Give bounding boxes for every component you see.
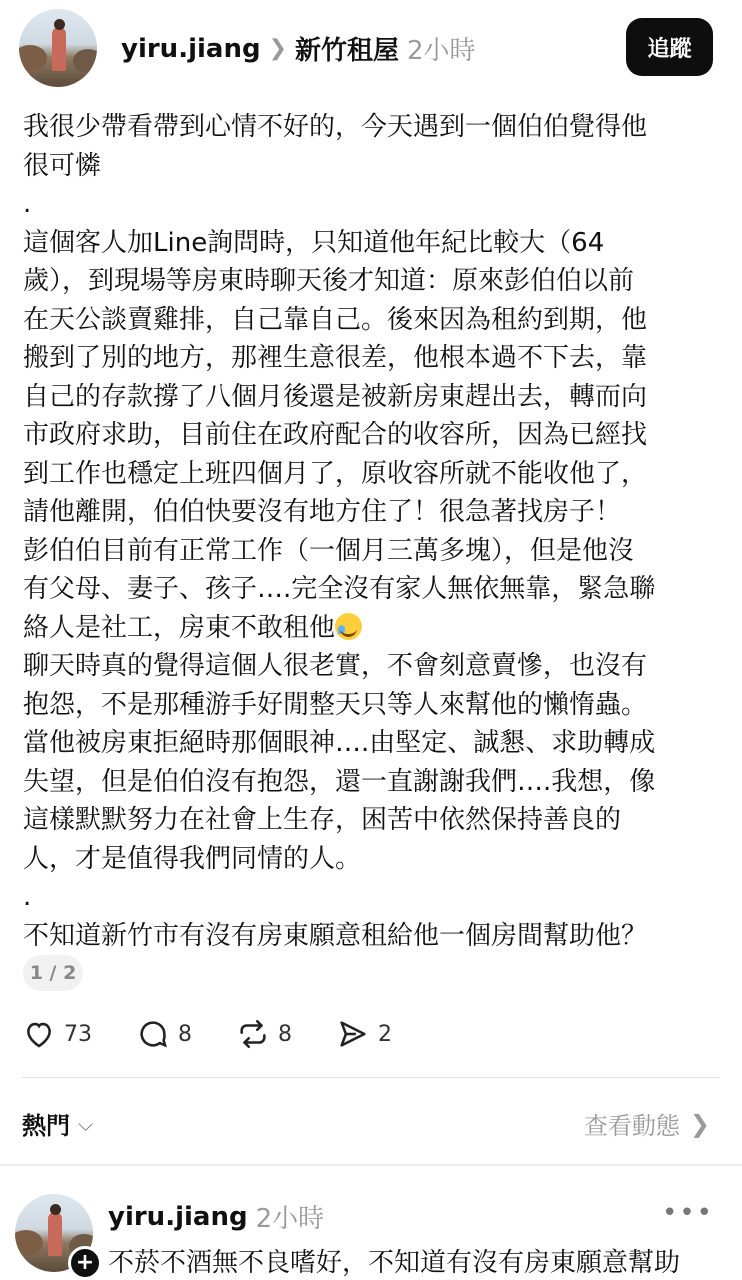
share-button[interactable] xyxy=(336,1017,392,1051)
reply-text: 不菸不酒無不良嗜好，不知道有沒有房東願意幫助 xyxy=(108,1248,681,1278)
follow-plus-icon[interactable]: + xyxy=(68,1246,102,1280)
community-name[interactable]: 新竹租屋 xyxy=(295,36,400,66)
repost-button[interactable] xyxy=(236,1017,292,1051)
like-button[interactable] xyxy=(22,1017,92,1051)
reply-author-username[interactable]: yiru.jiang xyxy=(108,1201,248,1232)
author-avatar[interactable] xyxy=(19,9,97,87)
post-paragraph: . xyxy=(23,882,32,912)
view-activity-link[interactable] xyxy=(584,1106,710,1141)
post-header xyxy=(0,0,742,96)
post-paragraph xyxy=(23,224,713,648)
post-body xyxy=(23,108,713,955)
repost-count: 8 xyxy=(278,1021,292,1047)
post-paragraph: 聊天時真的覺得這個人很老實，不會刻意賣慘，也沒有 抱怨，不是那種游手好閒整天只等人來幫他的懶惰蟲。 當他被房東拒絕時那個眼神….由堅定、誠懇、求助轉成 失望，但是伯伯沒有抱怨，還一直謝謝我們….我想，像 這樣默默努力在社會上生存，困苦中依然保持善良的 人，才是值得我們同情的人。 xyxy=(23,651,656,874)
more-options-icon[interactable]: ••• xyxy=(661,1198,714,1228)
chevron-right-icon: ❯ xyxy=(689,1109,710,1138)
page-indicator[interactable]: 1 / 2 xyxy=(23,955,83,991)
view-activity-label: 查看動態 xyxy=(583,1112,680,1140)
post-paragraph: 我很少帶看帶到心情不好的，今天遇到一個伯伯覺得他 很可憐 xyxy=(23,112,648,181)
reply-time: 2小時 xyxy=(255,1204,325,1234)
chevron-right-icon: ❯ xyxy=(268,36,287,61)
sort-dropdown[interactable] xyxy=(22,1106,93,1141)
section-divider xyxy=(0,1164,742,1166)
replies-sort-bar xyxy=(22,1100,720,1144)
post-actions xyxy=(22,1014,436,1054)
repost-icon xyxy=(236,1017,270,1051)
divider xyxy=(22,1077,720,1078)
reply-author-line xyxy=(108,1198,324,1235)
post-time: 2小時 xyxy=(407,36,476,66)
share-count: 2 xyxy=(378,1021,392,1047)
comment-bubble-icon xyxy=(136,1017,170,1051)
like-count: 73 xyxy=(64,1021,92,1047)
author-username[interactable]: yiru.jiang xyxy=(121,33,261,64)
post-paragraph-text: 這個客人加Line詢問時，只知道他年紀比較大（64 歲），到現場等房東時聊天後才知道：原來彭伯伯以前 在天公談賣雞排，自己靠自己。後來因為租約到期，他 搬到了別的地方，那裡生意很差，他根本過不下去，靠 自己的存款撐了八個月後還是被新房東趕出去，轉而向 市政府求助，目前住在政府配合的收容所，因為已經找 到工作也穩定上班四個月了，原收容所就不能收他了， 請他離開，伯伯快要沒有地方住了！很急著找房子！ 彭伯伯目前有正常工作（一個月三萬多塊），但是他沒 有父母、妻子、孩子….完全沒有家人無依無靠，緊急聯 絡人是社工，房東不敢租他 xyxy=(23,227,656,643)
post-paragraph: . xyxy=(23,189,32,219)
chevron-down-icon: ⌵ xyxy=(78,1111,94,1136)
reply-item xyxy=(0,1188,742,1280)
post-paragraph: 不知道新竹市有沒有房東願意租給他一個房間幫助他？ xyxy=(23,920,648,951)
author-line xyxy=(121,30,476,67)
comment-count: 8 xyxy=(178,1021,192,1047)
comment-button[interactable] xyxy=(136,1017,192,1051)
follow-button[interactable]: 追蹤 xyxy=(626,18,713,76)
smiling-tear-emoji-icon xyxy=(335,613,362,640)
heart-icon xyxy=(22,1017,56,1051)
send-icon xyxy=(336,1017,370,1051)
sort-label: 熱門 xyxy=(22,1112,70,1140)
